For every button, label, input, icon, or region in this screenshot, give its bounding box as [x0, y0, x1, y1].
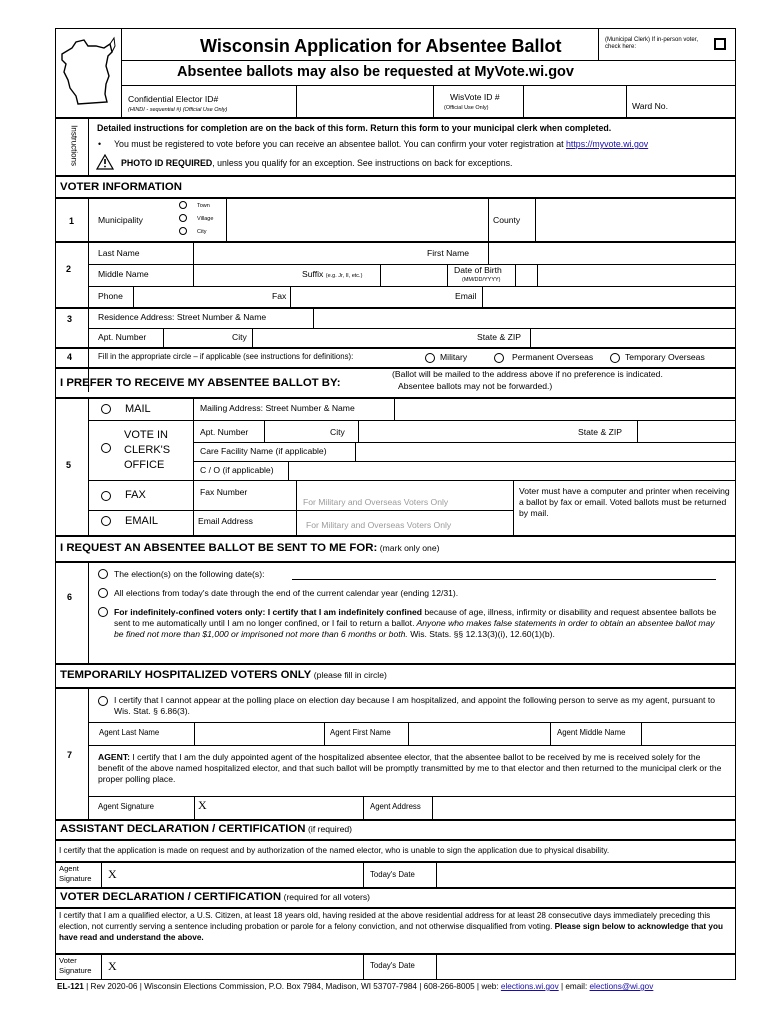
agent-middle-name-label: Agent Middle Name [557, 728, 626, 737]
hospital-heading-text: TEMPORARILY HOSPITALIZED VOTERS ONLY [60, 669, 312, 681]
prefer-note-2: Absentee ballots may not be forwarded.) [398, 381, 553, 391]
instructions-line3-text: , unless you qualify for an exception. See instructions on back for exceptions. [212, 158, 513, 168]
election-dates-label: The election(s) on the following date(s): [114, 569, 265, 579]
instructions-line1: Detailed instructions for completion are on the back of this form. Return this form to your municipal clerk when completed. [97, 123, 612, 133]
request-heading [60, 542, 439, 555]
dob-field[interactable] [538, 265, 735, 285]
first-name-label: First Name [427, 248, 470, 258]
mail-apt-label: Apt. Number [200, 427, 249, 437]
form-title: Wisconsin Application for Absentee Ballot [200, 36, 562, 56]
dob-note: (MM/DD/YYYY) [462, 277, 501, 283]
care-facility-field[interactable] [356, 443, 735, 460]
suffix-field[interactable] [381, 265, 446, 285]
indef-italic: Anyone who makes false statements in order to obtain an absentee ballot may be fined not more than $1,000 or imprisoned not more than 6 months or both. [114, 617, 715, 639]
row4-number: 4 [67, 352, 73, 362]
hospital-heading [60, 669, 387, 682]
agent-signature-x: X [198, 798, 207, 812]
wisconsin-map-icon [58, 32, 118, 112]
row1-number: 1 [69, 216, 75, 226]
row7-number: 7 [67, 750, 73, 760]
hospital-heading-note: (please fill in circle) [313, 670, 387, 680]
indef-bold-1: For indefinitely-confined voters only: [114, 607, 266, 617]
res-apt-field[interactable] [164, 329, 228, 347]
agent-bold: AGENT: [98, 752, 130, 762]
email-address-label: Email Address [198, 516, 253, 526]
municipality-field[interactable] [227, 199, 487, 241]
assistant-signature-field[interactable] [122, 863, 362, 887]
office-label: OFFICE [124, 459, 165, 471]
last-name-field[interactable] [194, 243, 424, 263]
election-dates-radio[interactable] [98, 569, 108, 579]
all-elections-label: All elections from today's date through the end of the current calendar year (ending 12/31). [114, 588, 459, 598]
res-city-label: City [232, 332, 247, 342]
care-facility-label: Care Facility Name (if applicable) [200, 446, 327, 456]
indef-text: because of age, illness, infirmity or disability and request absentee ballots be sent to me automatically until I am no longer confined, or I fail to return a ballot. [114, 607, 717, 628]
county-field[interactable] [536, 199, 735, 241]
military-radio[interactable] [425, 353, 435, 363]
mail-city-label: City [330, 427, 345, 437]
row4-text: Fill in the appropriate circle – if applicable (see instructions for definitions): [98, 352, 354, 361]
mailing-address-field[interactable] [395, 399, 735, 419]
voter-decl-heading-text: VOTER DECLARATION / CERTIFICATION [60, 891, 282, 903]
assistant-heading [60, 823, 352, 836]
voter-sig-label-2: Signature [59, 966, 92, 975]
prefer-heading: I PREFER TO RECEIVE MY ABSENTEE BALLOT BY: [60, 377, 341, 389]
mail-radio[interactable] [101, 404, 111, 414]
form-id: EL-121 [57, 982, 84, 991]
agent-last-name-label: Agent Last Name [99, 728, 160, 737]
photo-id-required: PHOTO ID REQUIRED [121, 158, 213, 168]
co-field[interactable] [289, 462, 735, 479]
middle-name-field[interactable] [194, 265, 299, 285]
county-label: County [493, 215, 521, 225]
suffix-note: (e.g. Jr, II, etc.) [325, 273, 363, 279]
confidential-id-label: Confidential Elector ID# [128, 94, 219, 104]
assistant-sig-x: X [108, 867, 117, 881]
row2-number: 2 [66, 264, 72, 274]
indefinitely-confined-text [114, 607, 720, 640]
agent-last-name-field[interactable] [195, 723, 323, 744]
wisvote-id-label: WisVote ID # [450, 92, 500, 102]
voter-info-heading: VOTER INFORMATION [60, 181, 182, 193]
fax-radio[interactable] [101, 491, 111, 501]
email-field[interactable] [483, 287, 735, 307]
agent-signature-label: Agent Signature [98, 802, 154, 811]
assistant-text: I certify that the application is made on request and by authorization of the named elector, who is unable to sign the application due to physical disability. [59, 846, 610, 855]
wisvote-id-note: (Official Use Only) [444, 105, 489, 111]
footer [57, 982, 653, 991]
voter-decl-heading [60, 891, 370, 904]
village-radio[interactable] [179, 214, 187, 222]
assistant-sig-label-1: Agent [59, 864, 79, 873]
request-heading-text: I REQUEST AN ABSENTEE BALLOT BE SENT TO ME FOR: [60, 542, 378, 554]
suffix-label [302, 270, 362, 280]
voter-sig-label-1: Voter [59, 956, 77, 965]
mail-state-zip-label: State & ZIP [578, 427, 622, 437]
residence-field[interactable] [314, 309, 735, 327]
assistant-heading-text: ASSISTANT DECLARATION / CERTIFICATION [60, 823, 306, 835]
agent-address-field[interactable] [433, 797, 735, 819]
town-radio[interactable] [179, 201, 187, 209]
village-label: Village [197, 216, 214, 222]
mail-state-zip-field[interactable] [638, 421, 735, 441]
agent-first-name-field[interactable] [409, 723, 549, 744]
agent-certification [98, 752, 726, 786]
inperson-checkbox[interactable] [714, 38, 726, 50]
instructions-line3 [121, 158, 513, 168]
temporary-overseas-radio[interactable] [610, 353, 620, 363]
myvote-link[interactable]: https://myvote.wi.gov [566, 139, 649, 149]
voter-signature-field[interactable] [122, 955, 362, 979]
fax-field[interactable] [291, 287, 453, 307]
permanent-overseas-radio[interactable] [494, 353, 504, 363]
voter-decl-body: I certify that I am a qualified elector, a U.S. Citizen, at least 18 years old, having resided at the above residential address for at least 28 consecutive days immediately preceding this election, not currently serving a sentence including probation or parole for a felony conviction, and not otherwise disqualified from voting. [59, 911, 711, 931]
permanent-overseas-label: Permanent Overseas [512, 352, 594, 362]
row3-number: 3 [67, 314, 73, 324]
footer-text: | Rev 2020-06 | Wisconsin Elections Commission, P.O. Box 7984, Madison, WI 53707-7984 | 608-266-8005 | web: [83, 982, 501, 991]
hospitalized-certify: I certify that I cannot appear at the polling place on election day because I am hospitalized, and appoint the following person to serve as my agent, pursuant to Wis. Stat. § 6.86(3). [114, 695, 715, 717]
vote-in-office-radio[interactable] [101, 443, 111, 453]
voter-sig-x: X [108, 959, 117, 973]
residence-label: Residence Address: Street Number & Name [98, 312, 267, 322]
voter-date-label: Today's Date [370, 961, 415, 970]
agent-first-name-label: Agent First Name [330, 728, 391, 737]
military-label: Military [440, 352, 468, 362]
agent-text: I certify that I am the duly appointed agent of the hospitalized absentee elector, that the absentee ballot to be received by me is received solely for the benefit of the above named hospitalized elector, and that such ballot will be promptly transmitted by me to that elector and then returned to the municipal clerk or the proper polling place. [98, 752, 722, 785]
indef-bold-2: I certify that I am indefinitely confined [267, 607, 422, 617]
instructions-line2 [114, 139, 648, 149]
agent-address-label: Agent Address [370, 802, 421, 811]
indef-stat: Wis. Stats. §§ 12.13(3)(i), 12.60(1)(b). [407, 628, 555, 639]
apt-label: Apt. Number [98, 332, 147, 342]
all-elections-radio[interactable] [98, 588, 108, 598]
town-label: Town [197, 203, 210, 209]
row6-number: 6 [67, 592, 73, 602]
confidential-id-note: (HINDI - sequential #) (Official Use Only) [128, 107, 228, 113]
city-radio[interactable] [179, 227, 187, 235]
mail-apt-field[interactable] [265, 421, 327, 441]
prefer-note-1: (Ballot will be mailed to the address above if no preference is indicated. [392, 369, 663, 379]
phone-label: Phone [98, 291, 123, 301]
res-state-zip-label: State & ZIP [477, 332, 521, 342]
last-name-label: Last Name [98, 248, 140, 258]
assistant-heading-note: (if required) [308, 824, 352, 834]
first-name-field[interactable] [489, 243, 735, 263]
email-radio[interactable] [101, 516, 111, 526]
email-option-label: EMAIL [125, 515, 159, 527]
assistant-date-label: Today's Date [370, 870, 415, 879]
footer-email-label: | email: [558, 982, 590, 991]
request-heading-note: (mark only one) [379, 543, 440, 553]
footer-web-link[interactable]: elections.wi.gov [500, 982, 559, 991]
mail-label: MAIL [125, 403, 151, 415]
municipality-label: Municipality [98, 215, 143, 225]
voter-date-field[interactable] [437, 955, 735, 979]
footer-email-link[interactable]: elections@wi.gov [589, 982, 654, 991]
fax-option-label: FAX [125, 489, 146, 501]
agent-middle-name-field[interactable] [642, 723, 735, 744]
city-label: City [197, 229, 207, 235]
fax-number-label: Fax Number [200, 487, 248, 497]
assistant-sig-label-2: Signature [59, 874, 92, 883]
instructions-line2-text: You must be registered to vote before you can receive an absentee ballot. You can confirm your voter registration at [114, 139, 567, 149]
vote-in-label: VOTE IN [124, 429, 169, 441]
phone-field[interactable] [134, 287, 270, 307]
indefinitely-confined-radio[interactable] [98, 607, 108, 617]
email-label: Email [455, 291, 477, 301]
dob-label: Date of Birth [454, 265, 502, 275]
election-dates-field[interactable] [292, 579, 716, 580]
form-subtitle: Absentee ballots may also be requested at MyVote.wi.gov [177, 64, 574, 80]
inperson-note: (Municipal Clerk) If in-person voter, check here: [605, 37, 699, 50]
instructions-side-label: Instructions [69, 125, 79, 167]
fax-email-note: Voter must have a computer and printer when receiving a ballot by fax or email. Voted ballots must be returned by mail. [519, 486, 730, 518]
res-city-field[interactable] [253, 329, 473, 347]
clerks-label: CLERK'S [124, 444, 171, 456]
res-state-zip-field[interactable] [531, 329, 735, 347]
bullet: • [98, 139, 102, 149]
fax-label: Fax [272, 291, 287, 301]
email-address-field[interactable]: For Military and Overseas Voters Only [306, 520, 452, 530]
co-label: C / O (if applicable) [200, 465, 274, 475]
agent-signature-field[interactable] [212, 797, 362, 819]
fax-number-field[interactable]: For Military and Overseas Voters Only [303, 497, 449, 507]
middle-name-label: Middle Name [98, 269, 149, 279]
voter-decl-bold: Please sign below to acknowledge that you have read and understand the above. [59, 921, 723, 942]
mailing-address-label: Mailing Address: Street Number & Name [200, 403, 355, 413]
temporary-overseas-label: Temporary Overseas [625, 352, 705, 362]
row5-number: 5 [66, 460, 72, 470]
voter-decl-heading-note: (required for all voters) [283, 892, 371, 902]
hospitalized-radio[interactable] [98, 696, 108, 706]
ward-no-label: Ward No. [632, 101, 668, 111]
assistant-date-field[interactable] [437, 863, 735, 887]
warning-icon [96, 154, 114, 170]
mail-city-field[interactable] [359, 421, 574, 441]
voter-decl-text [59, 911, 731, 943]
suffix-text: Suffix [302, 269, 324, 279]
